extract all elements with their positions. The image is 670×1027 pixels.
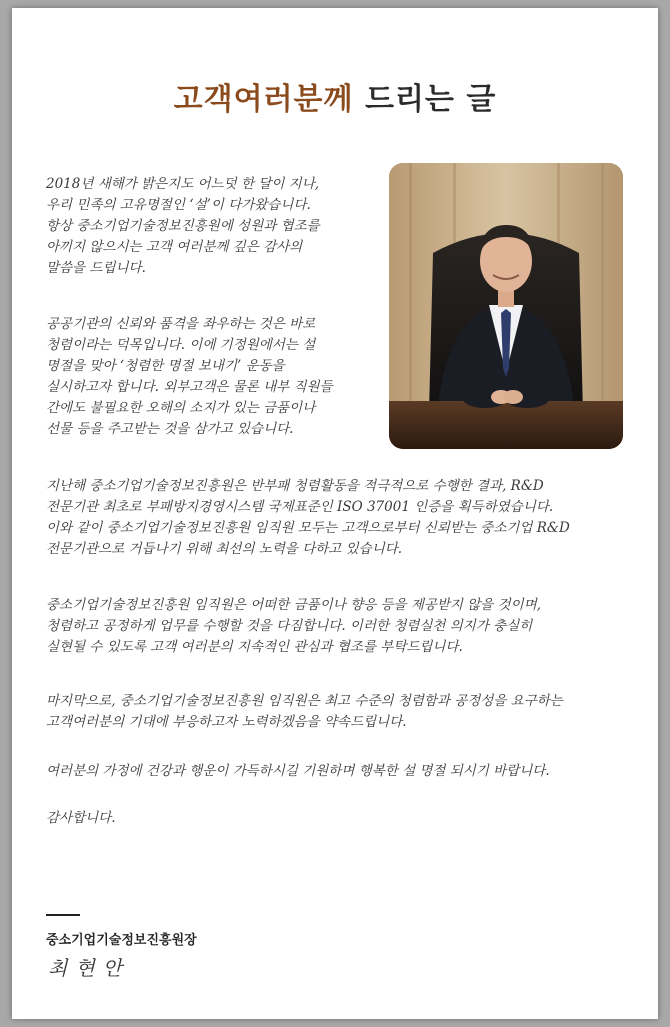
text-line: 청렴이라는 덕목입니다. 이에 기정원에서는 설 [46, 337, 316, 353]
paragraph-achievement [46, 476, 570, 560]
text-line: 간에도 불필요한 오해의 소지가 있는 금품이나 [46, 400, 316, 416]
text-line: 실시하고자 합니다. 외부고객은 물론 내부 직원들 [46, 379, 333, 395]
paragraph-integrity [46, 314, 333, 440]
signature-organization: 중소기업기술정보진흥원장 [46, 933, 197, 948]
portrait-photo [389, 163, 623, 449]
portrait-illustration [389, 163, 623, 449]
letter-page [12, 8, 658, 1019]
paragraph-wishes [46, 761, 550, 782]
text-line: 중소기업기술정보진흥원 임직원은 어떠한 금품이나 향응 등을 제공받지 않을 것이며, [46, 597, 542, 613]
signature-divider [46, 914, 80, 916]
signature-name: 최현안 [48, 956, 130, 980]
text-line: 항상 중소기업기술정보진흥원에 성원과 협조를 [46, 218, 320, 234]
text-line: 감사합니다. [46, 810, 116, 826]
title-rest: 드리는 글 [353, 82, 497, 117]
text-line: 우리 민족의 고유명절인 ‘설’이 다가왔습니다. [46, 197, 311, 213]
text-line: 이와 같이 중소기업기술정보진흥원 임직원 모두는 고객으로부터 신뢰받는 중소기업 R&D [46, 520, 570, 536]
paragraph-thanks [46, 808, 116, 829]
text-line: 고객여러분의 기대에 부응하고자 노력하겠음을 약속드립니다. [46, 714, 407, 730]
paragraph-promise [46, 691, 563, 733]
text-line: 전문기관 최초로 부패방지경영시스템 국제표준인 ISO 37001 인증을 획득하였습니다. [46, 499, 554, 515]
page-title [12, 74, 658, 118]
text-line: 아끼지 않으시는 고객 여러분께 깊은 감사의 [46, 239, 303, 255]
text-line: 2018년 새해가 밝은지도 어느덧 한 달이 지나, [46, 176, 320, 192]
paragraph-pledge [46, 595, 541, 658]
text-line: 선물 등을 주고받는 것을 삼가고 있습니다. [46, 421, 294, 437]
text-line: 공공기관의 신뢰와 품격을 좌우하는 것은 바로 [46, 316, 316, 332]
text-line: 청렴하고 공정하게 업무를 수행할 것을 다짐합니다. 이러한 청렴실천 의지가 충실히 [46, 618, 533, 634]
text-line: 지난해 중소기업기술정보진흥원은 반부패 청렴활동을 적극적으로 수행한 결과, R&D [46, 478, 544, 494]
text-line: 마지막으로, 중소기업기술정보진흥원 임직원은 최고 수준의 청렴함과 공정성을 요구하는 [46, 693, 563, 709]
text-line: 말씀을 드립니다. [46, 260, 146, 276]
paragraph-greeting [46, 174, 320, 279]
text-line: 실현될 수 있도록 고객 여러분의 지속적인 관심과 협조를 부탁드립니다. [46, 639, 463, 655]
text-line: 전문기관으로 거듭나기 위해 최선의 노력을 다하고 있습니다. [46, 541, 403, 557]
text-line: 여러분의 가정에 건강과 행운이 가득하시길 기원하며 행복한 설 명절 되시기 바랍니다. [46, 763, 550, 779]
title-accent: 고객여러분께 [173, 82, 354, 117]
text-line: 명절을 맞아 ‘청렴한 명절 보내기’ 운동을 [46, 358, 285, 374]
